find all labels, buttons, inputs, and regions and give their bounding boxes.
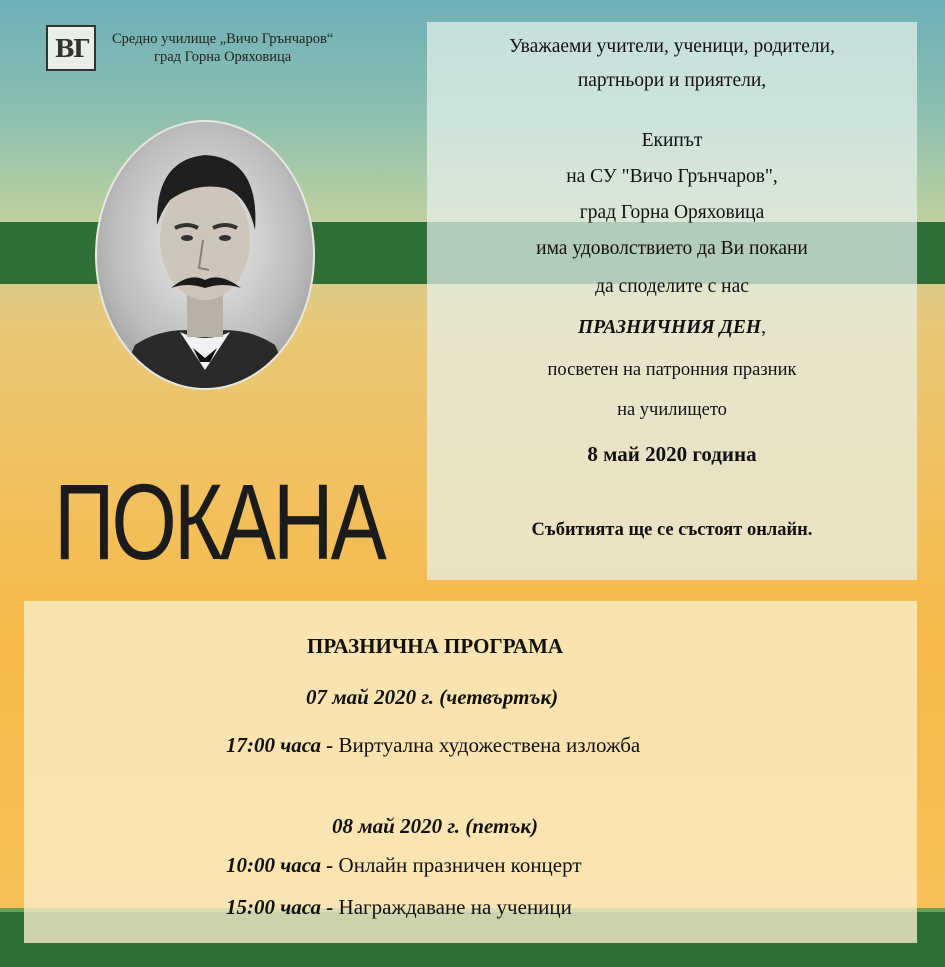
event-date: 8 май 2020 година bbox=[587, 442, 757, 466]
day2-heading: 08 май 2020 г. (петък) bbox=[332, 814, 539, 838]
program-event bbox=[226, 733, 640, 758]
program-title: ПРАЗНИЧНА ПРОГРАМА bbox=[307, 634, 564, 658]
invitation-title: ПОКАНА bbox=[54, 461, 384, 582]
event-title: Награждаване на ученици bbox=[338, 895, 572, 919]
holiday-suffix: , bbox=[761, 317, 766, 338]
program-event bbox=[226, 853, 582, 878]
body-line: на СУ "Вичо Грънчаров", bbox=[566, 166, 778, 187]
event-time: 10:00 часа - bbox=[226, 853, 339, 877]
day1-heading: 07 май 2020 г. (четвъртък) bbox=[306, 685, 559, 709]
program-panel bbox=[24, 601, 917, 943]
holiday-name: ПРАЗНИЧНИЯ ДЕН bbox=[578, 317, 762, 338]
body-line: да споделите с нас bbox=[595, 276, 749, 297]
school-name-line1: Средно училище „Вичо Грънчаров“ bbox=[112, 31, 334, 47]
invitation-panel bbox=[427, 22, 917, 580]
school-name bbox=[112, 30, 333, 66]
body-line: има удоволствието да Ви покани bbox=[536, 238, 808, 259]
logo-monogram: ВГ bbox=[54, 33, 88, 63]
body-line: Екипът bbox=[641, 130, 703, 151]
event-title: Онлайн празничен концерт bbox=[338, 853, 582, 877]
event-time: 15:00 часа - bbox=[226, 895, 339, 919]
online-note: Събитията ще се състоят онлайн. bbox=[531, 520, 813, 540]
dedication-line1: посветен на патронния празник bbox=[547, 360, 797, 380]
school-name-line2: град Горна Оряховица bbox=[154, 49, 292, 65]
greeting-line1: Уважаеми учители, ученици, родители, bbox=[509, 36, 835, 57]
holiday-line bbox=[427, 317, 917, 339]
event-title: Виртуална художествена изложба bbox=[338, 733, 641, 757]
school-logo bbox=[46, 25, 96, 71]
dedication-line2: на училището bbox=[617, 400, 727, 420]
body-line: град Горна Оряховица bbox=[579, 202, 765, 223]
portrait-image bbox=[95, 120, 315, 390]
greeting-line2: партньори и приятели, bbox=[577, 70, 767, 91]
school-header bbox=[46, 25, 333, 71]
event-time: 17:00 часа - bbox=[226, 733, 339, 757]
program-event bbox=[226, 895, 572, 920]
